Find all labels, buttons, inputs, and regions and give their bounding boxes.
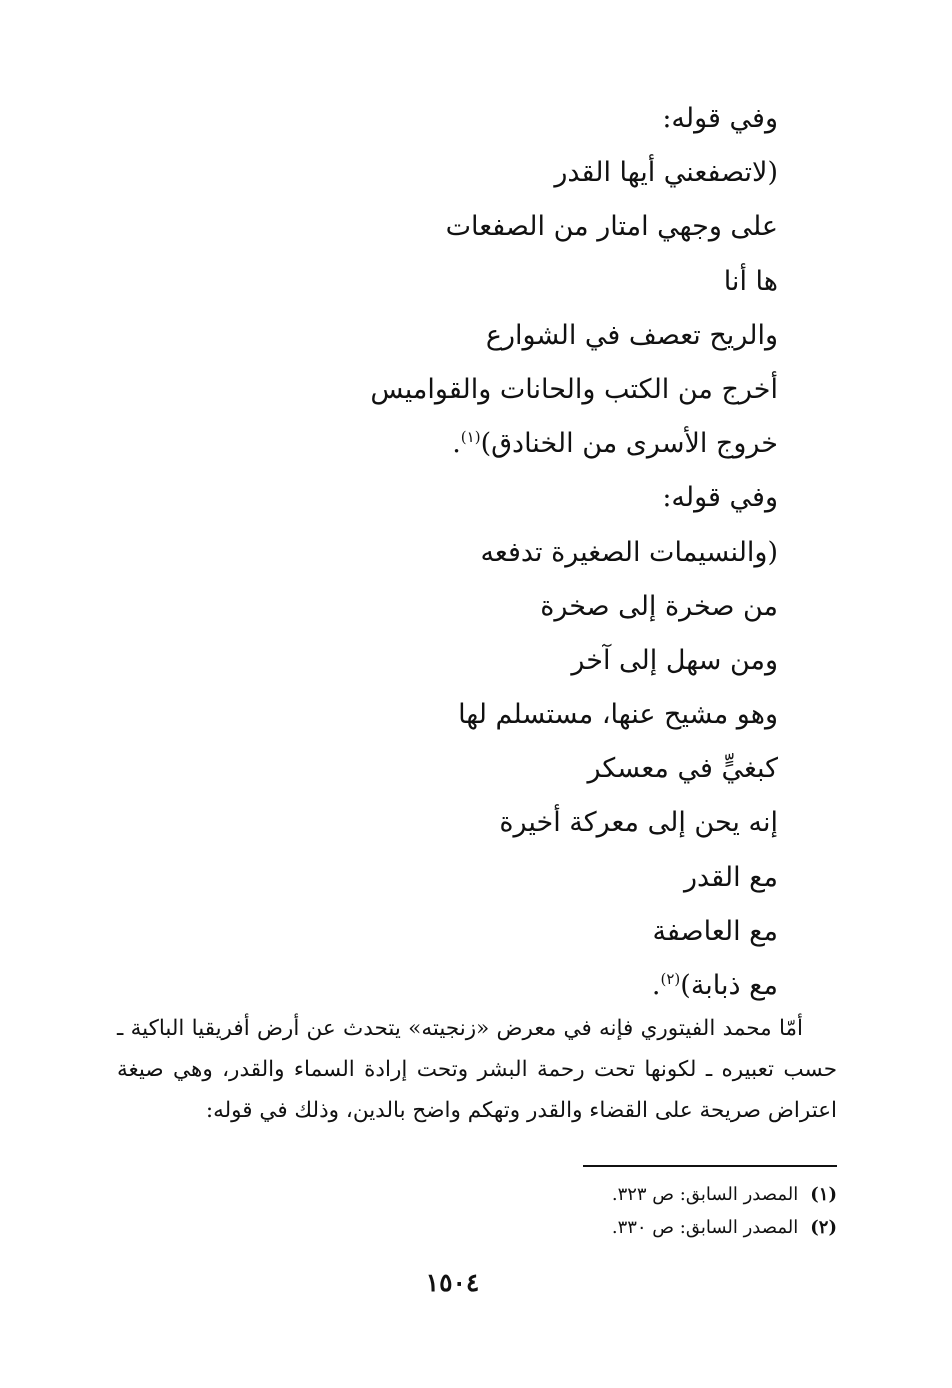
verse-text: مع العاصفة <box>652 915 778 947</box>
footnote-item <box>237 1178 837 1211</box>
page-number: ١٥٠٤ <box>425 1268 480 1297</box>
body-paragraph <box>117 1008 837 1131</box>
verse-text: على وجهي امتار من الصفعات <box>445 211 778 243</box>
verse-text: مع ذبابة) <box>680 970 778 1001</box>
footnote-text: المصدر السابق: ص ٣٣٠. <box>611 1217 799 1238</box>
verse-line <box>178 688 778 742</box>
verse-line <box>178 255 778 309</box>
footnote-item <box>237 1211 837 1244</box>
paragraph-text: أمّا محمد الفيتوري فإنه في معرض «زنجيته» يتحدث عن أرض أفريقيا الباكية ـ حسب تعبيره ـ لكونها تحت رحمة البشر وتحت إرادة السماء والقدر، وهي صيغة اعتراض صريحة على القضاء والقدر وتهكم واضح بالدين، وذلك في قوله: <box>117 1016 837 1123</box>
footnote-divider <box>583 1165 837 1167</box>
verse-line <box>178 905 778 959</box>
verse-text: أخرج من الكتب والحانات والقواميس <box>370 373 778 405</box>
verse-text: والريح تعصف في الشوارع <box>485 319 778 351</box>
verse-line <box>178 851 778 905</box>
verse-text: خروج الأسرى من الخنادق) <box>480 428 778 460</box>
verse-line <box>178 634 778 688</box>
verse-line <box>178 471 778 525</box>
footnote-text: المصدر السابق: ص ٣٢٣. <box>611 1184 799 1205</box>
footnote-ref[interactable]: (٢) <box>660 970 681 988</box>
verse-text: ها أنا <box>723 265 778 297</box>
footnote-ref[interactable]: (١) <box>460 428 481 447</box>
verse-text: من صخرة إلى صخرة <box>540 590 778 622</box>
footnote-number: (١) <box>810 1184 837 1205</box>
verse-text: (لاتصفعني أيها القدر <box>554 157 778 189</box>
verse-text: (والنسيمات الصغيرة تدفعه <box>480 536 778 568</box>
verse-line <box>178 92 778 146</box>
verse-line <box>178 363 778 417</box>
verse-text: وفي قوله: <box>662 103 778 134</box>
verse-text: كبغيٍّ في معسكر <box>587 753 778 785</box>
verse-punctuation: . <box>651 970 661 1001</box>
footnote-number: (٢) <box>810 1217 837 1238</box>
verse-line <box>178 309 778 363</box>
verse-line <box>178 742 778 796</box>
verse-line <box>178 200 778 254</box>
verse-line <box>178 526 778 580</box>
verse-line <box>178 146 778 200</box>
verse-text: وهو مشيح عنها، مستسلم لها <box>458 699 778 731</box>
footnotes <box>237 1178 837 1244</box>
verse-text: مع القدر <box>683 861 778 893</box>
verse-line <box>178 796 778 850</box>
verse-line <box>178 417 778 471</box>
verse-punctuation: . <box>452 428 461 460</box>
verse-text: إنه يحن إلى معركة أخيرة <box>499 807 778 839</box>
verse-line <box>178 580 778 634</box>
verse-line <box>178 959 778 1013</box>
poem-quotation <box>178 92 778 1013</box>
verse-text: وفي قوله: <box>662 482 778 514</box>
verse-text: ومن سهل إلى آخر <box>571 644 778 676</box>
